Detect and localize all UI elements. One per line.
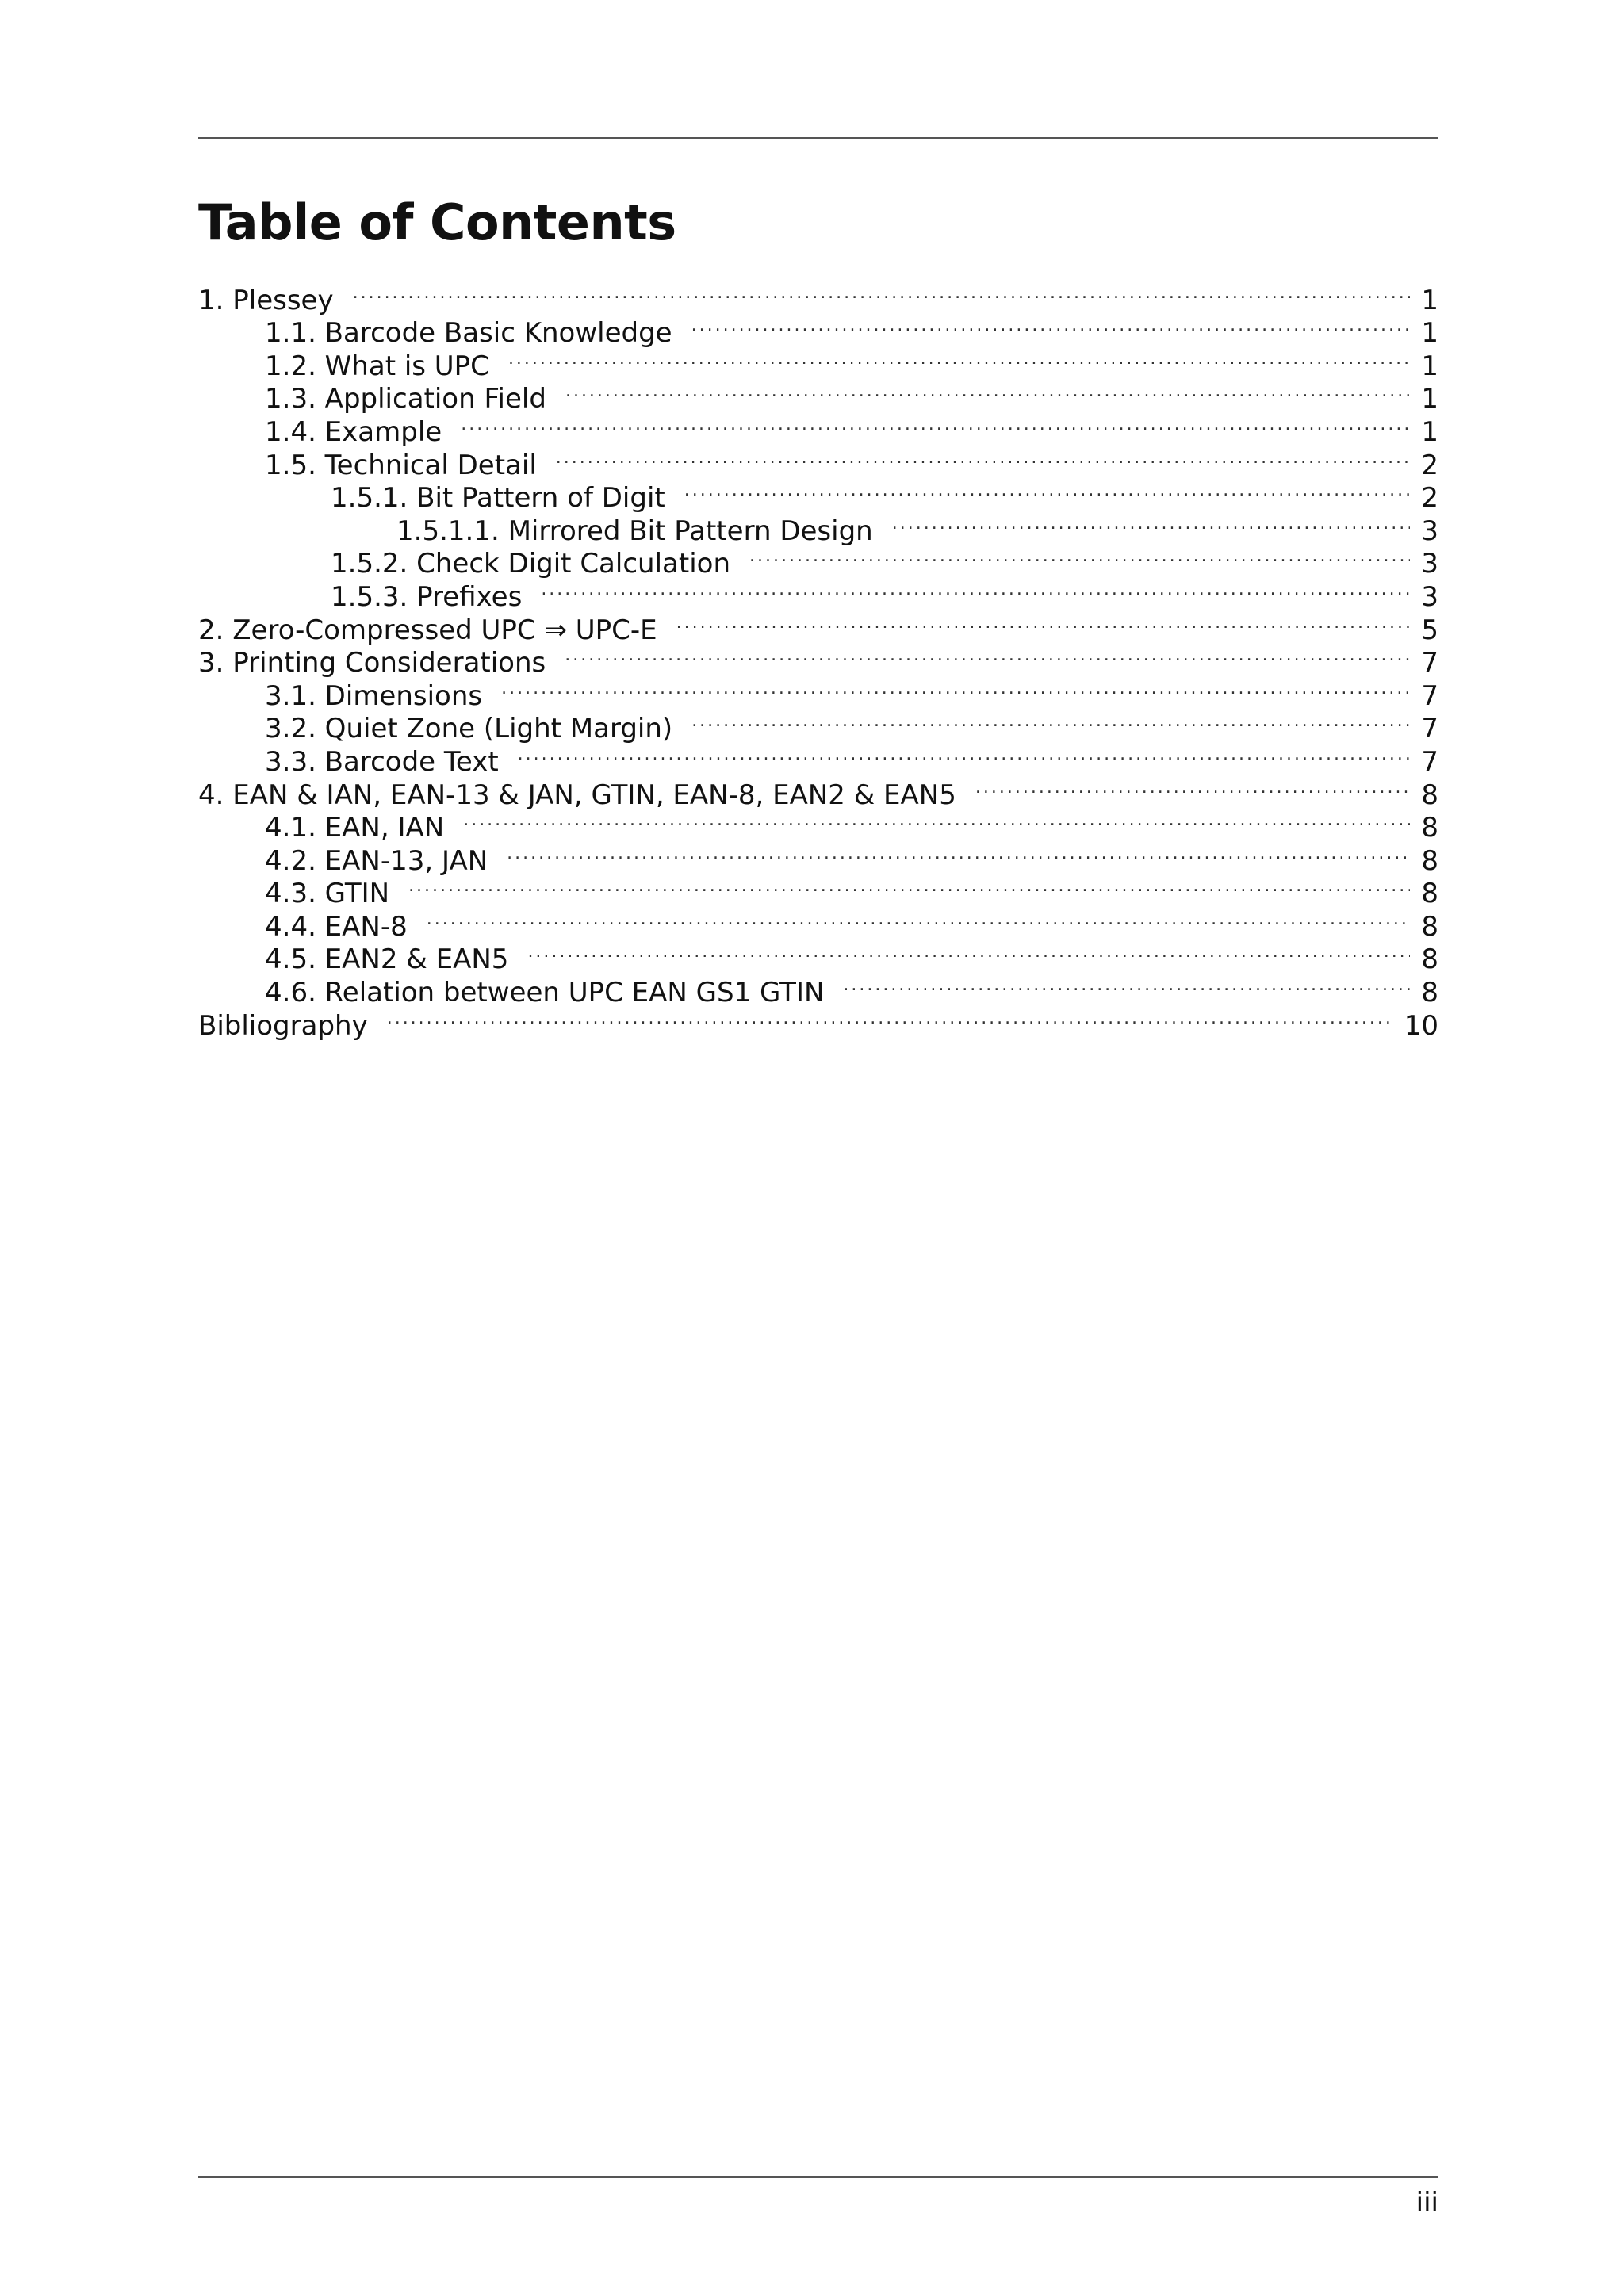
toc-dot-leader [463, 804, 1410, 837]
table-of-contents [198, 276, 1438, 1042]
toc-dot-leader [461, 408, 1410, 441]
page-title: Table of Contents [198, 193, 676, 251]
toc-entry-label[interactable]: 1.5.1.1. Mirrored Bit Pattern Design [396, 515, 873, 547]
toc-entry-label[interactable]: 1.5.2. Check Digit Calculation [331, 548, 730, 580]
toc-entry-page[interactable]: 1 [1421, 415, 1438, 448]
toc-entry-page[interactable]: 10 [1404, 1009, 1438, 1042]
toc-entry-label[interactable]: 1.5.3. Prefixes [331, 580, 523, 613]
toc-entry-page[interactable]: 8 [1421, 910, 1438, 943]
toc-dot-leader [749, 540, 1410, 573]
toc-entry-page[interactable]: 8 [1421, 878, 1438, 910]
toc-entry-label[interactable]: 4.4. EAN-8 [265, 910, 408, 943]
toc-entry-page[interactable]: 7 [1421, 745, 1438, 778]
toc-entry-page[interactable]: 3 [1421, 580, 1438, 613]
toc-entry-label[interactable]: 4.5. EAN2 & EAN5 [265, 943, 509, 976]
header-rule [198, 137, 1438, 139]
toc-dot-leader [691, 705, 1410, 738]
toc-entry-label[interactable]: 3.3. Barcode Text [265, 745, 499, 778]
toc-dot-leader [501, 672, 1410, 705]
toc-entry-page[interactable]: 1 [1421, 317, 1438, 350]
toc-entry-label[interactable]: Bibliography [198, 1009, 368, 1042]
toc-dot-leader [565, 375, 1410, 408]
toc-dot-leader [676, 606, 1411, 639]
toc-entry-page[interactable]: 8 [1421, 943, 1438, 976]
toc-dot-leader [427, 902, 1411, 936]
toc-dot-leader [975, 771, 1410, 804]
toc-entry-page[interactable]: 8 [1421, 977, 1438, 1009]
toc-entry-page[interactable]: 8 [1421, 779, 1438, 811]
toc-entry-page[interactable]: 1 [1421, 284, 1438, 316]
toc-entry[interactable] [198, 276, 1438, 316]
toc-entry-page[interactable]: 3 [1421, 515, 1438, 547]
toc-entry[interactable] [198, 309, 1438, 350]
toc-entry-label[interactable]: 1.1. Barcode Basic Knowledge [265, 317, 672, 350]
toc-entry-label[interactable]: 4.6. Relation between UPC EAN GS1 GTIN [265, 977, 825, 1009]
toc-dot-leader [556, 441, 1411, 474]
toc-entry-page[interactable]: 3 [1421, 548, 1438, 580]
toc-dot-leader [843, 968, 1410, 1001]
toc-entry-page[interactable]: 1 [1421, 383, 1438, 415]
toc-entry-label[interactable]: 4.1. EAN, IAN [265, 812, 445, 844]
toc-dot-leader [518, 737, 1411, 771]
toc-entry-page[interactable]: 5 [1421, 614, 1438, 646]
toc-entry-page[interactable]: 7 [1421, 647, 1438, 679]
toc-dot-leader [565, 639, 1410, 672]
toc-entry-label[interactable]: 1.3. Application Field [265, 383, 546, 415]
page-number: iii [1415, 2187, 1438, 2218]
toc-entry-page[interactable]: 2 [1421, 482, 1438, 515]
toc-dot-leader [541, 572, 1410, 606]
toc-entry-page[interactable]: 1 [1421, 350, 1438, 382]
toc-entry-label[interactable]: 3.1. Dimensions [265, 679, 483, 712]
toc-entry-page[interactable]: 8 [1421, 844, 1438, 877]
toc-dot-leader [387, 1001, 1393, 1035]
toc-entry-label[interactable]: 1.2. What is UPC [265, 350, 489, 382]
toc-dot-leader [691, 309, 1411, 342]
toc-entry-page[interactable]: 8 [1421, 812, 1438, 844]
toc-entry-label[interactable]: 3.2. Quiet Zone (Light Margin) [265, 713, 673, 745]
toc-entry-label[interactable]: 4.2. EAN-13, JAN [265, 844, 488, 877]
toc-entry-label[interactable]: 4. EAN & IAN, EAN-13 & JAN, GTIN, EAN-8, EAN2 & EAN5 [198, 779, 956, 811]
toc-dot-leader [892, 507, 1411, 540]
toc-entry-label[interactable]: 1.5.1. Bit Pattern of Digit [331, 482, 665, 515]
toc-entry-label[interactable]: 4.3. GTIN [265, 878, 390, 910]
toc-dot-leader [527, 936, 1410, 969]
footer-rule [198, 2176, 1438, 2178]
toc-entry[interactable] [198, 540, 1438, 580]
toc-dot-leader [353, 276, 1411, 309]
toc-entry-page[interactable]: 7 [1421, 713, 1438, 745]
toc-entry-label[interactable]: 3. Printing Considerations [198, 647, 546, 679]
toc-dot-leader [684, 474, 1411, 507]
toc-dot-leader [408, 870, 1410, 903]
toc-entry-page[interactable]: 7 [1421, 679, 1438, 712]
toc-entry-label[interactable]: 1. Plessey [198, 284, 334, 316]
toc-entry-label[interactable]: 1.4. Example [265, 415, 442, 448]
toc-entry-page[interactable]: 2 [1421, 449, 1438, 481]
toc-dot-leader [507, 836, 1410, 870]
toc-dot-leader [508, 342, 1410, 375]
toc-entry-label[interactable]: 1.5. Technical Detail [265, 449, 537, 481]
toc-entry-label[interactable]: 2. Zero-Compressed UPC ⇒ UPC-E [198, 614, 657, 646]
